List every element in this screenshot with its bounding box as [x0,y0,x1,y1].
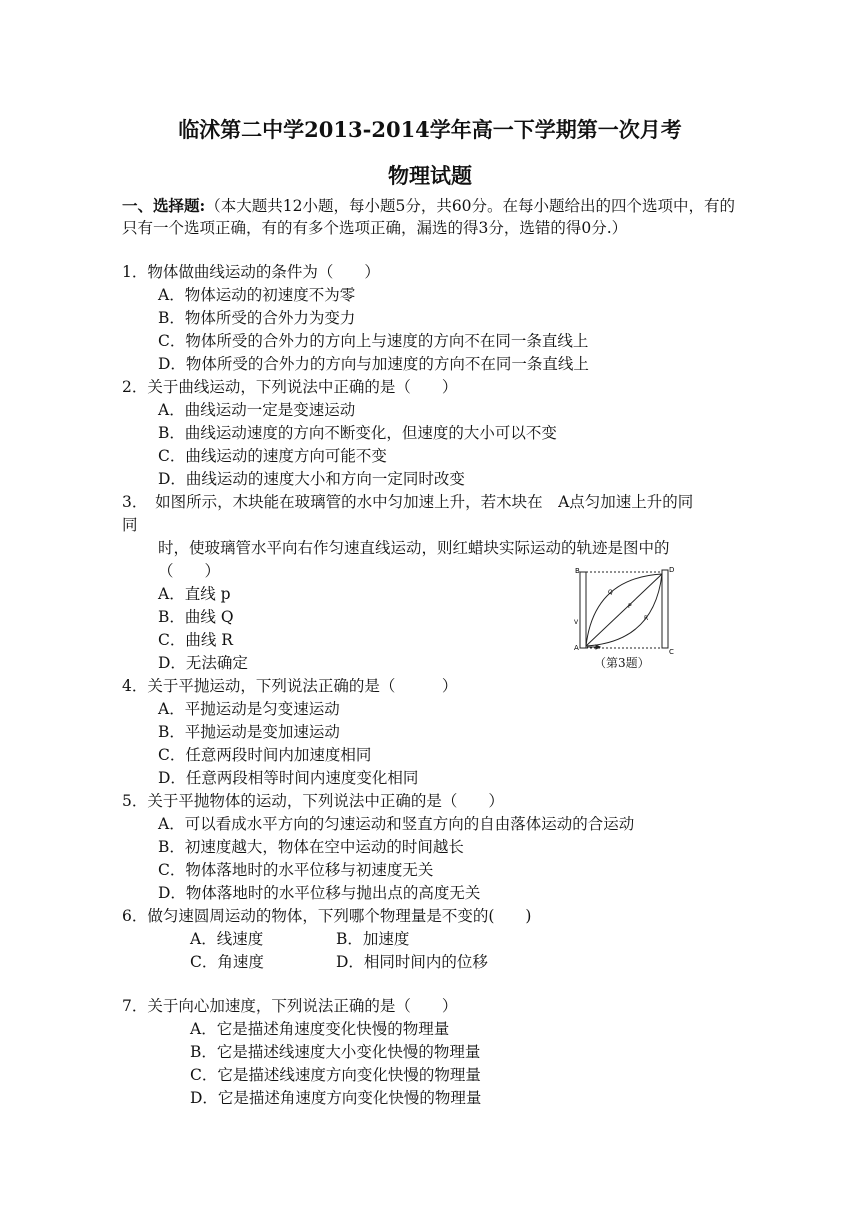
question-5-stem: 5．关于平抛物体的运动，下列说法中正确的是（ ） [122,792,504,810]
question-3-option-d: D．无法确定 [158,654,248,672]
question-5-option-a: A．可以看成水平方向的匀速运动和竖直方向的自由落体运动的合运动 [158,815,635,833]
figure-label-b: B [575,567,580,575]
question-2-stem: 2．关于曲线运动，下列说法中正确的是（ ） [122,378,458,396]
question-7-option-b: B．它是描述线速度大小变化快慢的物理量 [190,1043,481,1061]
question-7-option-d: D．它是描述角速度方向变化快慢的物理量 [190,1089,482,1107]
figure-label-q: Q [608,589,613,596]
question-5-option-b: B．初速度越大，物体在空中运动的时间越长 [158,838,464,856]
question-1-option-a: A．物体运动的初速度不为零 [158,286,356,304]
question-5-option-d: D．物体落地时的水平位移与抛出点的高度无关 [158,884,481,902]
question-7-stem: 7．关于向心加速度，下列说法正确的是（ ） [122,997,458,1015]
question-6-option-a: A．线速度 [190,930,264,948]
question-2-option-c: C．曲线运动的速度方向可能不变 [158,447,387,465]
question-7-option-c: C．它是描述线速度方向变化快慢的物理量 [190,1066,481,1084]
question-4-option-c: C．任意两段时间内加速度相同 [158,746,372,764]
figure-label-p: P [628,603,632,610]
question-3-option-c: C．曲线 R [158,631,233,649]
question-3-stem-2: 时，使玻璃管水平向右作匀速直线运动，则红蜡块实际运动的轨迹是图中的 [158,539,670,557]
question-1-option-b: B．物体所受的合外力为变力 [158,309,356,327]
figure-label-r: R [644,615,649,622]
figure-label-a: A [574,644,579,652]
question-6-option-b: B．加速度 [336,930,410,948]
question-3-stem-cont: 同 [122,516,138,534]
question-3-option-a: A．直线 p [158,585,231,603]
question-6-option-d: D．相同时间内的位移 [336,953,488,971]
question-4-option-d: D．任意两段相等时间内速度变化相同 [158,769,419,787]
question-1-stem: 1．物体做曲线运动的条件为（ ） [122,263,380,281]
question-2-option-d: D．曲线运动的速度大小和方向一定同时改变 [158,470,465,488]
figure-label-d: D [669,566,675,574]
question-7-option-a: A．它是描述角速度变化快慢的物理量 [190,1020,450,1038]
question-4-option-b: B．平抛运动是变加速运动 [158,723,340,741]
section-instructions [122,195,736,239]
question-3-stem: 3． 如图所示，木块能在玻璃管的水中匀加速上升，若木块在 A点匀加速上升的同 [122,493,694,511]
section-heading: 一、选择题: [122,196,206,215]
question-1-option-d: D．物体所受的合外力的方向与加速度的方向不在同一条直线上 [158,355,589,373]
question-2-option-b: B．曲线运动速度的方向不断变化，但速度的大小可以不变 [158,424,557,442]
question-3-figure-caption: （第3题） [594,656,650,670]
question-4-stem: 4．关于平抛运动，下列说法正确的是（ ） [122,677,458,695]
question-6-option-c: C．角速度 [190,953,264,971]
question-3-option-b: B．曲线 Q [158,608,234,626]
figure-label-v: V [574,619,579,626]
question-6-stem: 6．做匀速圆周运动的物体，下列哪个物理量是不变的( ) [122,907,532,925]
question-4-option-a: A．平抛运动是匀变速运动 [158,700,340,718]
page-subtitle: 物理试题 [388,163,472,188]
question-5-option-c: C．物体落地时的水平位移与初速度无关 [158,861,434,879]
question-3-stem-3: （ ） [158,562,221,580]
section-text: （本大题共12小题，每小题5分，共60分。在每小题给出的四个选项中，有的只有一个选项正确，有的有多个选项正确，漏选的得3分，选错的得0分.） [122,197,736,237]
page-title: 临沭第二中学2013-2014学年高一下学期第一次月考 [178,117,682,142]
question-1-option-c: C．物体所受的合外力的方向上与速度的方向不在同一条直线上 [158,332,589,350]
figure-label-c: C [669,648,674,656]
question-2-option-a: A．曲线运动一定是变速运动 [158,401,356,419]
